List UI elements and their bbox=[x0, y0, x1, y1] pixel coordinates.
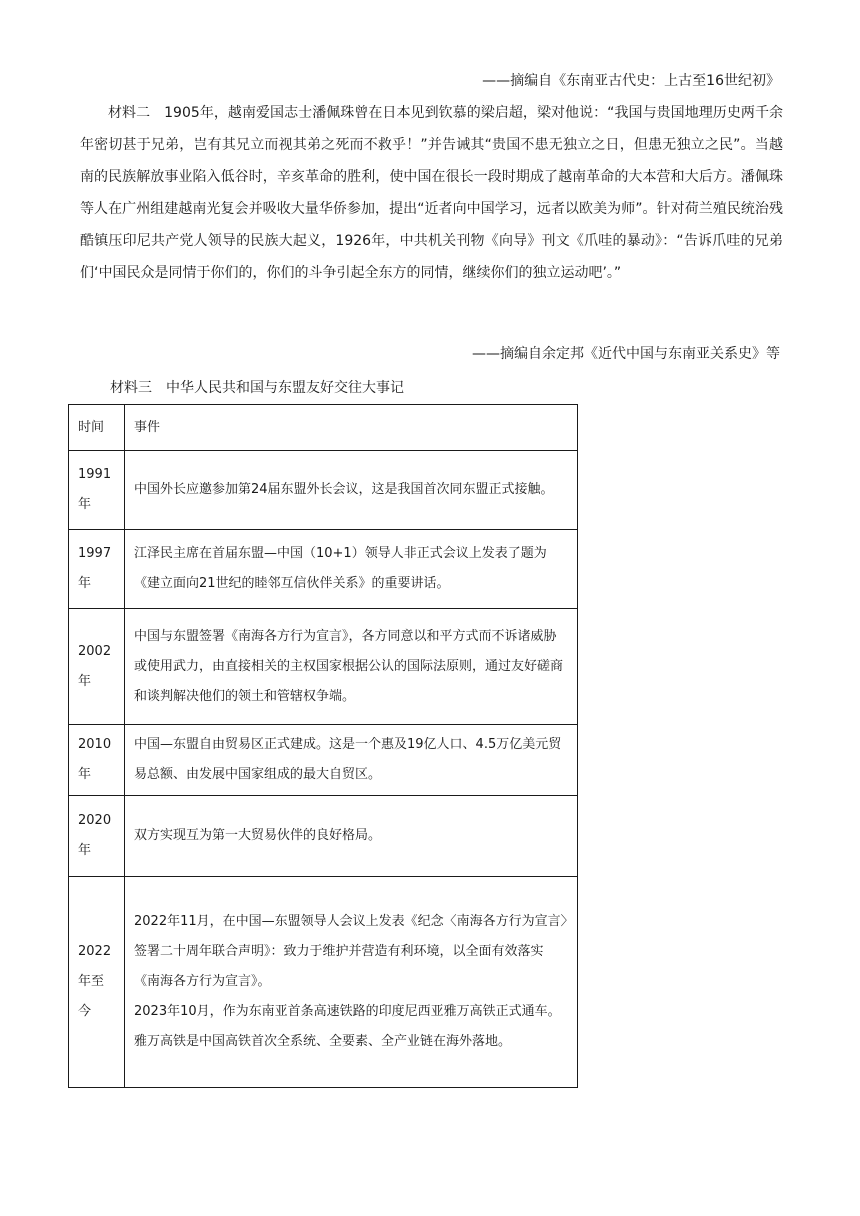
row-year: 2002年 bbox=[69, 609, 125, 725]
row-year: 2022年至今 bbox=[69, 877, 125, 1088]
row-event bbox=[125, 877, 578, 1088]
event-text: 中国外长应邀参加第24届东盟外长会议，这是我国首次同东盟正式接触。 bbox=[134, 482, 554, 497]
material-2-text: 1905年，越南爱国志士潘佩珠曾在日本见到钦慕的梁启超，梁对他说：“我国与贵国地理历史两千余年密切甚于兄弟，岂有其兄立而视其弟之死而不救乎！”并告诫其“贵国不患无独立之日，但患无独立之民”。当越南的民族解放事业陷入低谷时，辛亥革命的胜利，使中国在很长一段时期成了越南革命的大本营和大后方。潘佩珠等人在广州组建越南光复会并吸收大量华侨参加，提出“近者向中国学习，远者以欧美为师”。针对荷兰殖民统治残酷镇压印尼共产党人领导的民族大起义，1926年，中共机关刊物《向导》刊文《爪哇的暴动》：“告诉爪哇的兄弟们‘中国民众是同情于你们的，你们的斗争引起全东方的同情，继续你们的独立运动吧’。” bbox=[80, 105, 783, 281]
row-year: 1991年 bbox=[69, 451, 125, 530]
events-table bbox=[68, 404, 578, 1088]
source-citation-1: ——摘编自《东南亚古代史：上古至16世纪初》 bbox=[482, 73, 780, 89]
material-2-paragraph bbox=[80, 97, 783, 289]
event-text: 双方实现互为第一大贸易伙伴的良好格局。 bbox=[134, 828, 382, 843]
event-text: 江泽民主席在首届东盟—中国（10+1）领导人非正式会议上发表了题为《建立面向21世纪的睦邻互信伙伴关系》的重要讲话。 bbox=[134, 546, 547, 591]
event-text: 2023年10月，作为东南亚首条高速铁路的印度尼西亚雅万高铁正式通车。雅万高铁是中国高铁首次全系统、全要素、全产业链在海外落地。 bbox=[134, 1004, 561, 1049]
row-year: 2020年 bbox=[69, 796, 125, 877]
table-row bbox=[69, 609, 578, 725]
column-header-time: 时间 bbox=[69, 405, 125, 451]
event-text: 中国与东盟签署《南海各方行为宣言》，各方同意以和平方式而不诉诸威胁或使用武力，由直接相关的主权国家根据公认的国际法原则，通过友好磋商和谈判解决他们的领土和管辖权争端。 bbox=[134, 628, 564, 704]
row-event bbox=[125, 796, 578, 877]
table-row bbox=[69, 451, 578, 530]
row-year: 2010年 bbox=[69, 725, 125, 796]
event-text: 2022年11月，在中国—东盟领导人会议上发表《纪念〈南海各方行为宣言〉签署二十周年联合声明》：致力于维护并营造有利环境，以全面有效落实《南海各方行为宣言》。 bbox=[134, 914, 568, 989]
row-event bbox=[125, 451, 578, 530]
table-row bbox=[69, 725, 578, 796]
table-header-row bbox=[69, 405, 578, 451]
column-header-event: 事件 bbox=[125, 405, 578, 451]
row-event bbox=[125, 609, 578, 725]
material-3-heading: 中华人民共和国与东盟友好交往大事记 bbox=[166, 380, 404, 396]
table-row bbox=[69, 796, 578, 877]
row-event bbox=[125, 725, 578, 796]
event-text: 中国—东盟自由贸易区正式建成。这是一个惠及19亿人口、4.5万亿美元贸易总额、由发展中国家组成的最大自贸区。 bbox=[134, 737, 562, 782]
material-2-label: 材料二 bbox=[108, 105, 151, 121]
material-3-label: 材料三 bbox=[110, 380, 152, 396]
table-row bbox=[69, 877, 578, 1088]
row-year: 1997年 bbox=[69, 530, 125, 609]
row-event bbox=[125, 530, 578, 609]
source-citation-2: ——摘编自余定邦《近代中国与东南亚关系史》等 bbox=[472, 346, 780, 362]
material-3-title bbox=[110, 377, 404, 397]
table-row bbox=[69, 530, 578, 609]
